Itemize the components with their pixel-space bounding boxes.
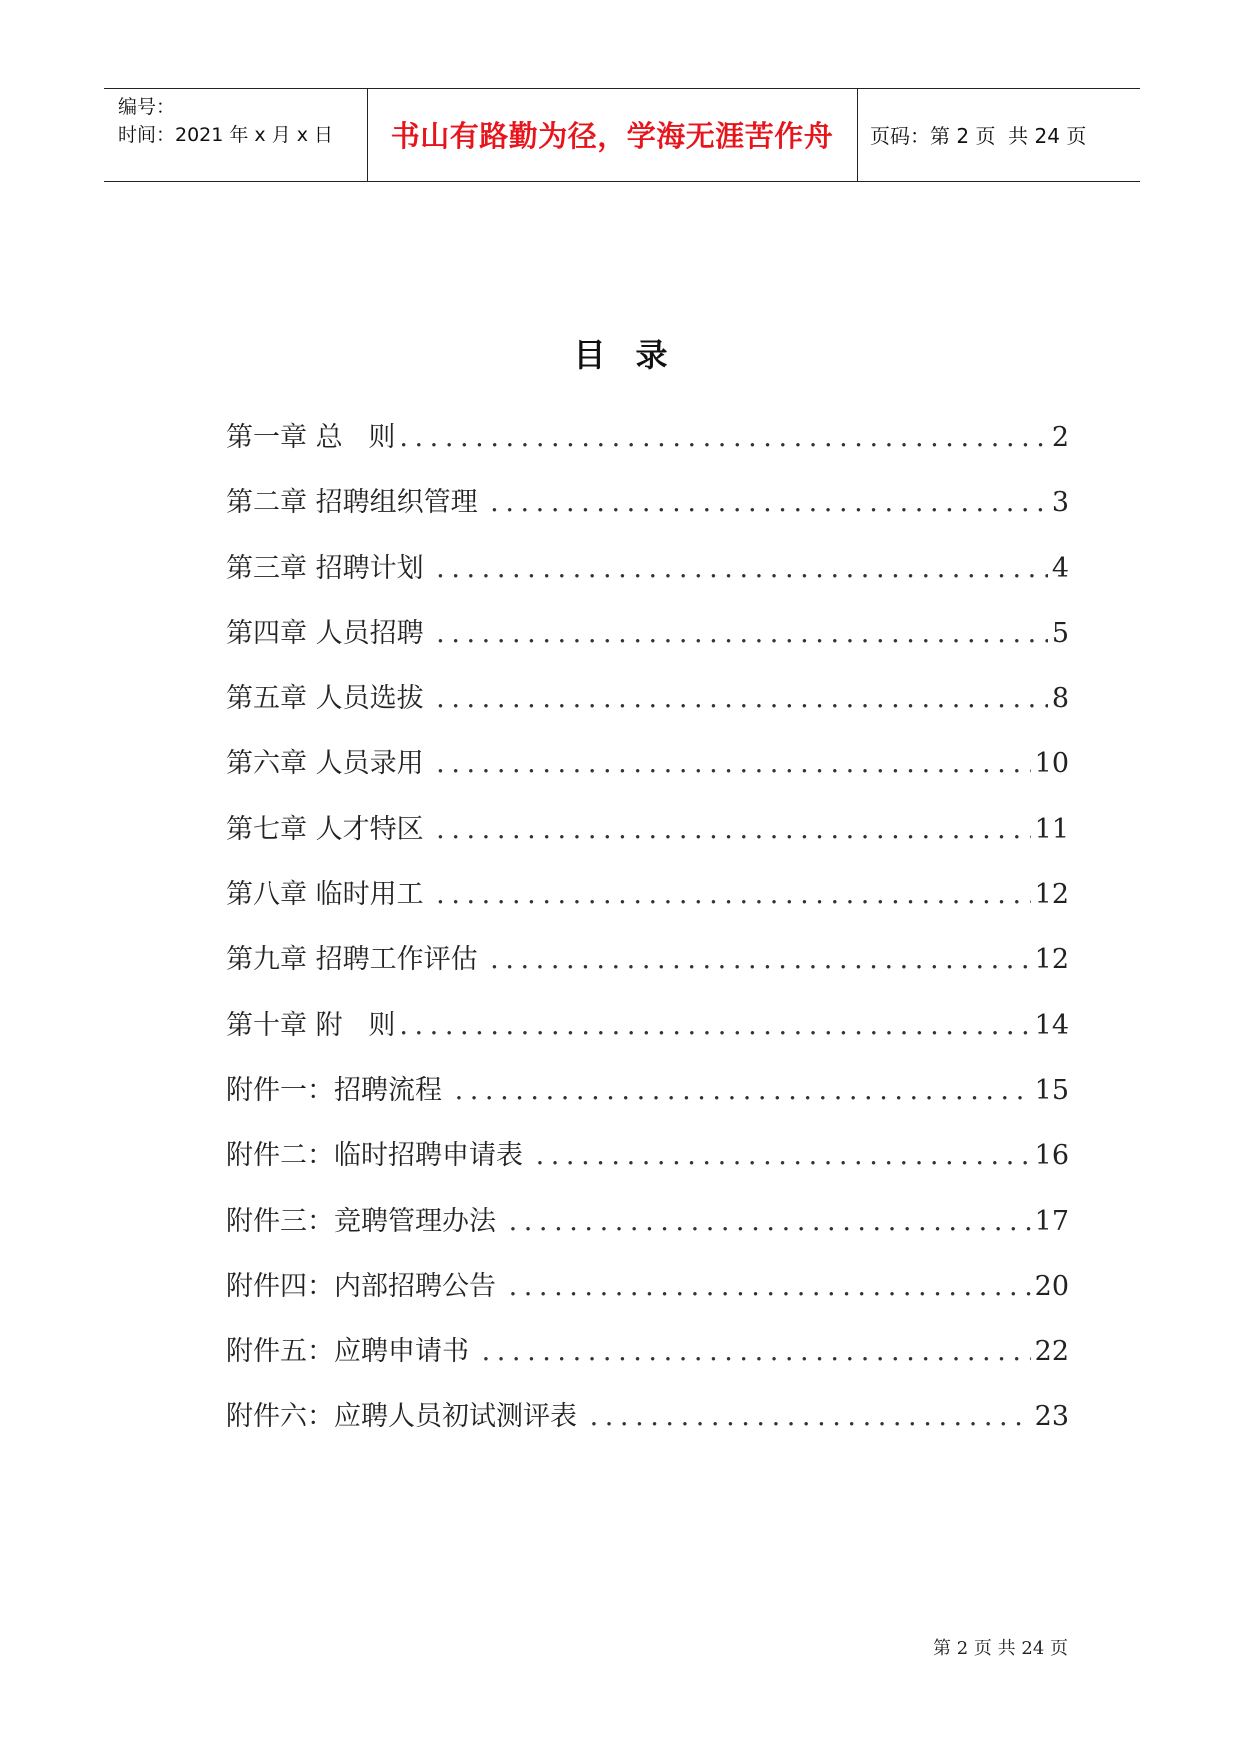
toc-entry[interactable] xyxy=(226,862,1069,927)
toc-entry[interactable] xyxy=(226,1058,1069,1123)
toc-entry-page: 10 xyxy=(1034,748,1069,780)
toc-entry[interactable] xyxy=(226,536,1069,601)
toc-entry-label: 第五章 人员选拔 xyxy=(226,683,433,715)
toc-leader-dots xyxy=(490,927,1030,992)
toc-entry-label: 第九章 招聘工作评估 xyxy=(226,944,487,976)
toc-entry-page: 2 xyxy=(1051,422,1069,453)
toc-entry-label: 附件四：内部招聘公告 xyxy=(226,1270,505,1302)
toc-entry[interactable] xyxy=(226,927,1069,992)
toc-leader-dots xyxy=(536,1123,1031,1188)
toc-entry-label: 第十章 附 则 xyxy=(226,1009,396,1041)
toc-entry[interactable] xyxy=(226,601,1069,666)
toc-entry[interactable] xyxy=(226,666,1069,731)
toc-entry-page: 12 xyxy=(1034,879,1069,911)
toc-entry-page: 14 xyxy=(1034,1009,1069,1041)
page-header xyxy=(104,88,1140,182)
toc-entry-label: 第二章 招聘组织管理 xyxy=(226,487,487,519)
toc-entry-label: 第七章 人才特区 xyxy=(226,813,433,845)
toc-entry-page: 15 xyxy=(1034,1074,1069,1106)
toc-entry-label: 附件二：临时招聘申请表 xyxy=(226,1140,532,1172)
toc-entry[interactable] xyxy=(226,993,1069,1058)
page-footer: 第 2 页 共 24 页 xyxy=(933,1638,1068,1659)
toc-entry[interactable] xyxy=(226,470,1069,535)
toc-leader-dots xyxy=(590,1384,1031,1449)
toc-entry-page: 3 xyxy=(1051,487,1069,519)
toc-leader-dots xyxy=(436,862,1030,927)
toc-title: 目录 xyxy=(573,336,698,374)
toc-leader-dots xyxy=(436,797,1030,862)
toc-leader-dots xyxy=(509,1254,1031,1319)
toc-entry-page: 12 xyxy=(1034,944,1069,976)
toc-entry[interactable] xyxy=(226,1319,1069,1384)
toc-entry-label: 第一章 总 则 xyxy=(226,422,396,453)
toc-leader-dots xyxy=(436,731,1030,796)
toc-leader-dots xyxy=(436,666,1048,731)
toc-entry-page: 16 xyxy=(1034,1140,1069,1172)
toc-leader-dots xyxy=(455,1058,1031,1123)
toc-entry[interactable] xyxy=(226,1384,1069,1449)
toc-leader-dots xyxy=(509,1189,1031,1254)
toc-leader-dots xyxy=(490,470,1048,535)
toc-entry-label: 第三章 招聘计划 xyxy=(226,552,433,584)
table-of-contents xyxy=(226,405,1069,1450)
toc-entry[interactable] xyxy=(226,1254,1069,1319)
toc-leader-dots xyxy=(399,405,1047,470)
toc-leader-dots xyxy=(399,993,1030,1058)
toc-entry-page: 20 xyxy=(1034,1270,1069,1302)
header-meta xyxy=(118,93,333,149)
toc-entry-page: 8 xyxy=(1051,683,1069,715)
document-number-label: 编号： xyxy=(118,96,176,118)
toc-entry[interactable] xyxy=(226,731,1069,796)
toc-entry-label: 第八章 临时用工 xyxy=(226,879,433,911)
toc-entry[interactable] xyxy=(226,797,1069,862)
toc-entry-page: 23 xyxy=(1034,1401,1069,1433)
toc-entry-label: 附件六：应聘人员初试测评表 xyxy=(226,1401,586,1433)
toc-entry-page: 4 xyxy=(1051,552,1069,584)
toc-entry-page: 22 xyxy=(1034,1336,1069,1368)
toc-entry[interactable] xyxy=(226,405,1069,470)
header-page-info: 页码：第 2 页 共 24 页 xyxy=(870,124,1087,148)
document-date: 时间：2021 年 x 月 x 日 xyxy=(118,124,334,146)
toc-leader-dots xyxy=(436,536,1048,601)
toc-entry-page: 17 xyxy=(1034,1205,1069,1237)
toc-entry-label: 附件五：应聘申请书 xyxy=(226,1336,478,1368)
toc-leader-dots xyxy=(482,1319,1031,1384)
header-divider xyxy=(857,89,858,181)
toc-entry-label: 附件一：招聘流程 xyxy=(226,1074,451,1106)
toc-leader-dots xyxy=(436,601,1048,666)
toc-entry-label: 第四章 人员招聘 xyxy=(226,617,433,649)
toc-entry[interactable] xyxy=(226,1189,1069,1254)
toc-entry-page: 5 xyxy=(1051,617,1069,649)
toc-entry[interactable] xyxy=(226,1123,1069,1188)
toc-entry-label: 附件三：竞聘管理办法 xyxy=(226,1205,505,1237)
header-motto: 书山有路勤为径，学海无涯苦作舟 xyxy=(390,119,834,153)
toc-entry-label: 第六章 人员录用 xyxy=(226,748,433,780)
toc-entry-page: 11 xyxy=(1034,813,1069,845)
